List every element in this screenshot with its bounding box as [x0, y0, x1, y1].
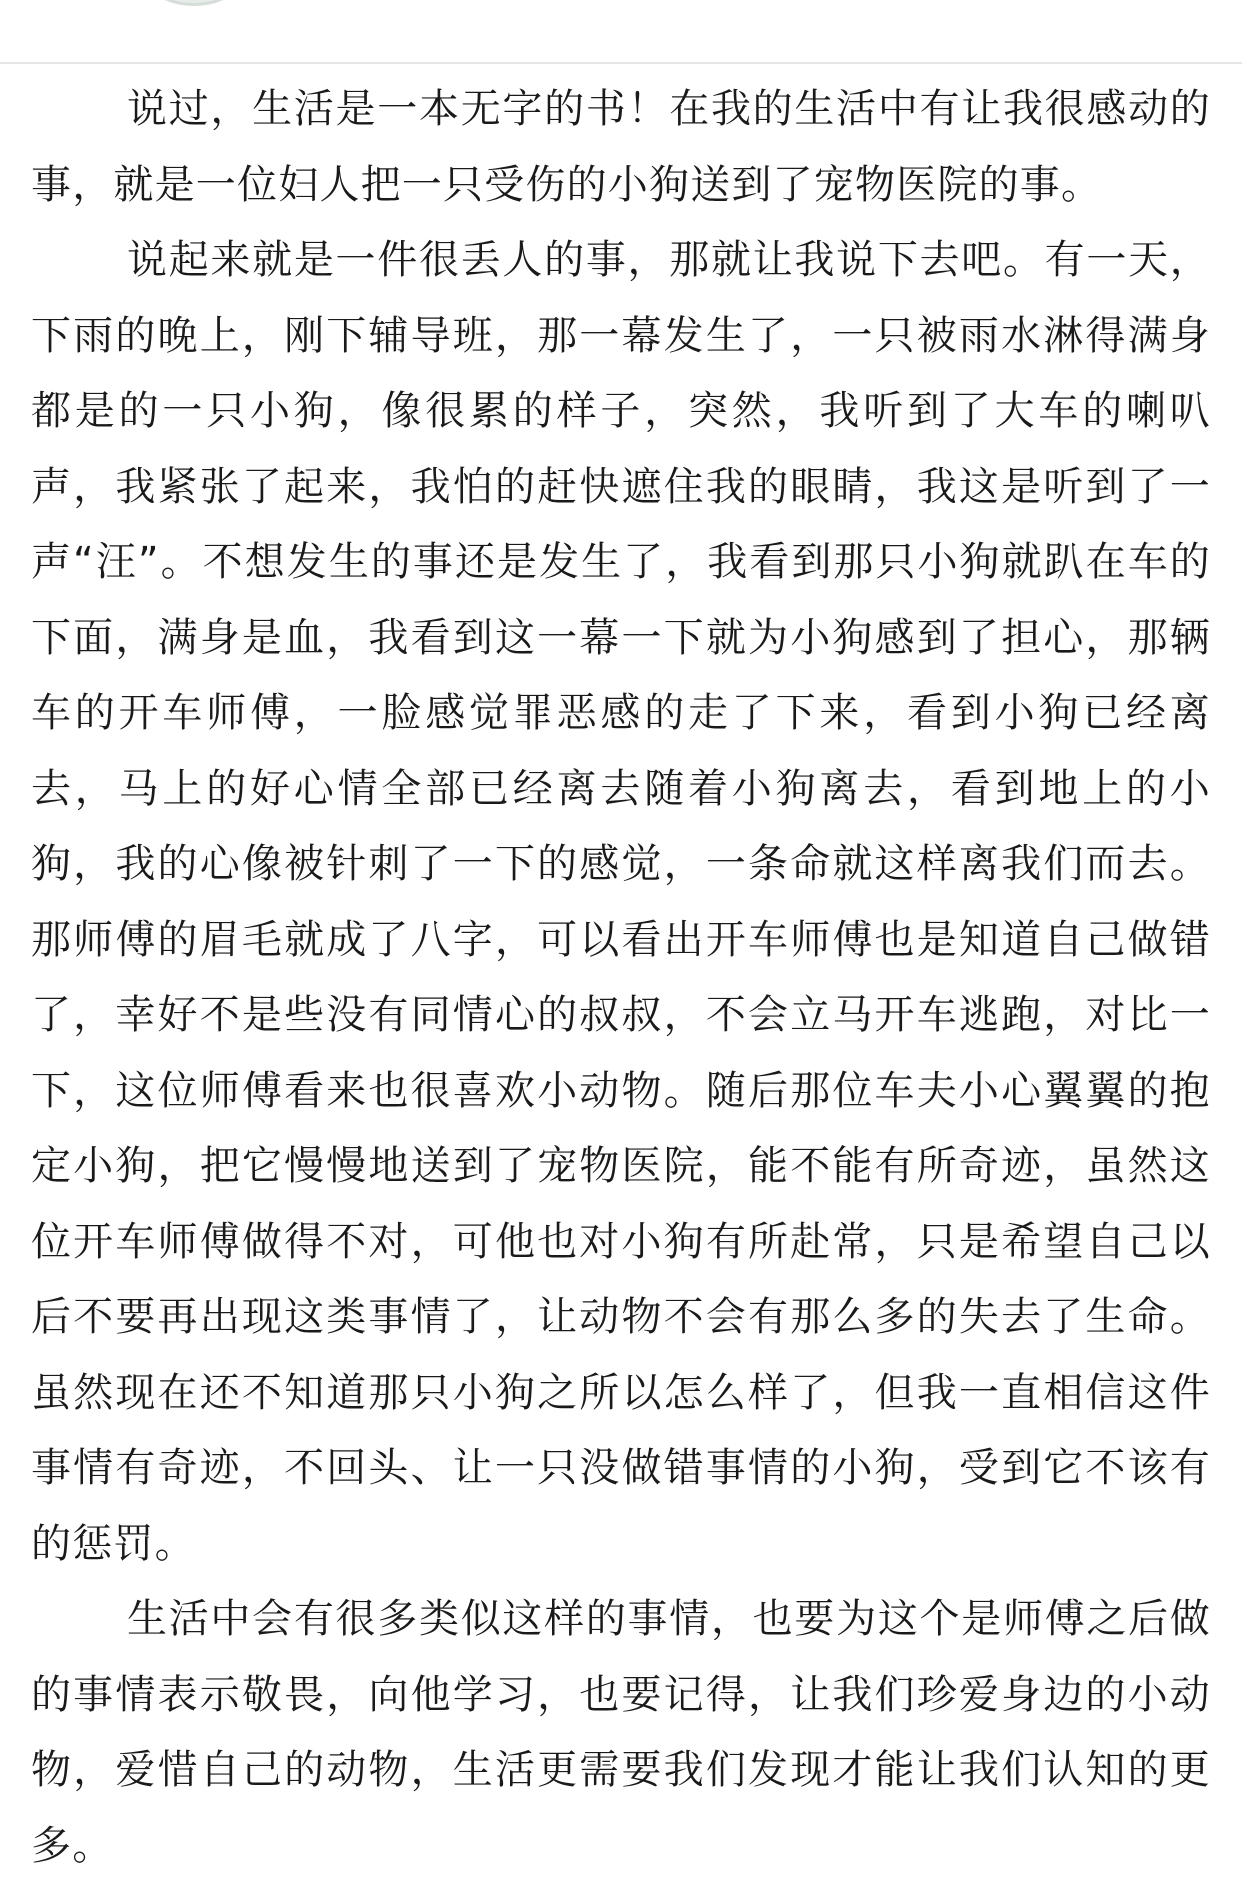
- article-body: [31, 72, 1211, 1884]
- article-paragraph-3: 生活中会有很多类似这样的事情，也要为这个是师傅之后做的事情表示敬畏，向他学习，也要记得，让我们珍爱身边的小动物，爱惜自己的动物，生活更需要我们发现才能让我们认知的更多。: [31, 1596, 1211, 1869]
- article-paragraph-2: 说起来就是一件很丢人的事，那就让我说下去吧。有一天，下雨的晚上，刚下辅导班，那一幕发生了，一只被雨水淋得满身都是的一只小狗，像很累的样子，突然，我听到了大车的喇叭声，我紧张了起来，我怕的赶快遮住我的眼睛，我这是听到了一声“汪”。不想发生的事还是发生了，我看到那只小狗就趴在车的下面，满身是血，我看到这一幕一下就为小狗感到了担心，那辆车的开车师傅，一脸感觉罪恶感的走了下来，看到小狗已经离去，马上的好心情全部已经离去随着小狗离去，看到地上的小狗，我的心像被针刺了一下的感觉，一条命就这样离我们而去。那师傅的眉毛就成了八字，可以看出开车师傅也是知道自己做错了，幸好不是些没有同情心的叔叔，不会立马开车逃跑，对比一下，这位师傅看来也很喜欢小动物。随后那位车夫小心翼翼的抱定小狗，把它慢慢地送到了宠物医院，能不能有所奇迹，虽然这位开车师傅做得不对，可他也对小狗有所赴常，只是希望自己以后不要再出现这类事情了，让动物不会有那么多的失去了生命。虽然现在还不知道那只小狗之所以怎么样了，但我一直相信这件事情有奇迹，不回头、让一只没做错事情的小狗，受到它不该有的惩罚。: [31, 237, 1211, 1567]
- article-paragraph-1: 说过，生活是一本无字的书！在我的生活中有让我很感动的事，就是一位妇人把一只受伤的小狗送到了宠物医院的事。: [31, 86, 1211, 208]
- avatar[interactable]: [140, 0, 248, 6]
- top-header-strip: [0, 0, 1242, 64]
